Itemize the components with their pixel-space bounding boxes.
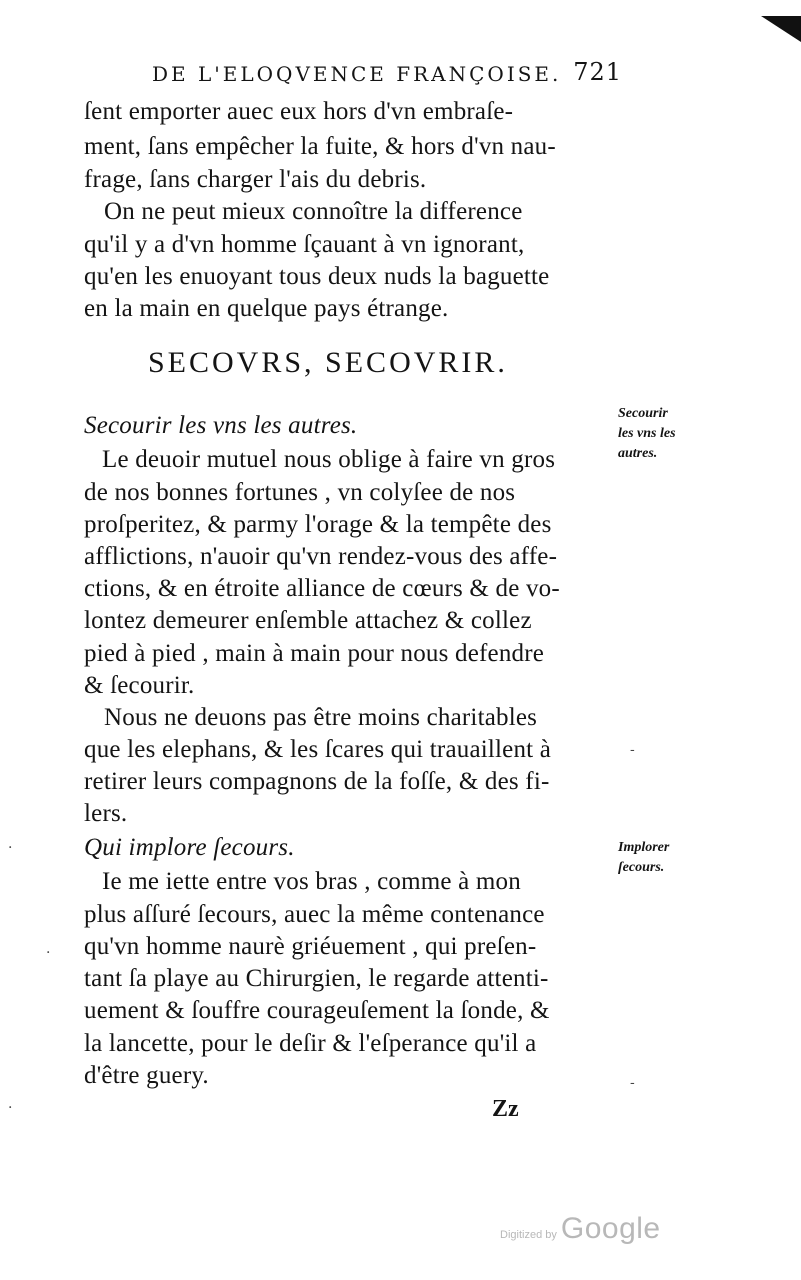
text-line: & ſecourir. — [84, 672, 195, 699]
text-line: que les elephans, & les ſcares qui trauaillent à — [84, 736, 552, 763]
text-line: qu'vn homme naurè griéuement , qui preſen- — [84, 933, 537, 960]
text-line: lers. — [84, 800, 128, 827]
text-line: tant ſa playe au Chirurgien, le regarde attenti- — [84, 965, 549, 992]
text-line: Nous ne deuons pas être moins charitables — [104, 704, 538, 731]
text-line: lontez demeurer enſemble attachez & collez — [84, 607, 532, 634]
ink-speck: - — [630, 742, 635, 758]
text-line: ment, ſans empêcher la fuite, & hors d'vn nau- — [84, 133, 556, 160]
page-header — [152, 58, 622, 90]
text-line: d'être guery. — [84, 1062, 209, 1089]
text-line: plus aſſuré ſecours, auec la même contenance — [84, 901, 545, 928]
margin-note — [618, 404, 676, 464]
margin-note-line: les vns les — [618, 426, 676, 441]
text-line: pied à pied , main à main pour nous defendre — [84, 640, 545, 667]
text-line: frage, ſans charger l'ais du debris. — [84, 166, 427, 193]
text-line: ſent emporter auec eux hors d'vn embraſe- — [84, 98, 514, 125]
margin-note-line: Implorer — [618, 840, 670, 855]
digitized-watermark — [500, 1212, 661, 1246]
subheading: Qui implore ſecours. — [84, 834, 295, 861]
text-line: Le deuoir mutuel nous oblige à faire vn gros — [102, 446, 556, 473]
running-title: DE L'ELOQVENCE FRANÇOISE. — [152, 62, 562, 86]
text-line: retirer leurs compagnons de la foſſe, & des fi- — [84, 768, 550, 795]
text-line: afflictions, n'auoir qu'vn rendez-vous des affe- — [84, 543, 558, 570]
signature-mark: Zz — [492, 1096, 519, 1122]
text-line: la lancette, pour le deſir & l'eſperance qu'il a — [84, 1030, 537, 1057]
text-line: proſperitez, & parmy l'orage & la tempête des — [84, 511, 552, 538]
subheading: Secourir les vns les autres. — [84, 412, 358, 439]
ink-speck: · — [8, 840, 13, 856]
page-corner-mark — [761, 16, 801, 42]
text-line: On ne peut mieux connoître la difference — [104, 198, 523, 225]
page-number: 721 — [573, 58, 622, 86]
text-line: en la main en quelque pays étrange. — [84, 295, 449, 322]
ink-speck: · — [8, 1100, 13, 1116]
watermark-prefix: Digitized by — [500, 1229, 557, 1241]
margin-note-line: autres. — [618, 446, 658, 461]
ink-speck: · — [46, 945, 51, 961]
margin-note — [618, 838, 669, 878]
ink-speck: - — [630, 1075, 635, 1091]
section-heading: SECOVRS, SECOVRIR. — [148, 346, 508, 379]
text-line: ctions, & en étroite alliance de cœurs & de vo- — [84, 575, 560, 602]
text-line: de nos bonnes fortunes , vn colyſee de nos — [84, 479, 516, 506]
text-line: Ie me iette entre vos bras , comme à mon — [102, 868, 521, 895]
text-line: uement & ſouffre courageuſement la ſonde, & — [84, 997, 550, 1024]
google-logo: Google — [560, 1212, 661, 1245]
text-line: qu'en les enuoyant tous deux nuds la baguette — [84, 263, 550, 290]
margin-note-line: Secourir — [618, 406, 668, 421]
margin-note-line: ſecours. — [618, 860, 665, 875]
text-line: qu'il y a d'vn homme ſçauant à vn ignorant, — [84, 231, 525, 258]
